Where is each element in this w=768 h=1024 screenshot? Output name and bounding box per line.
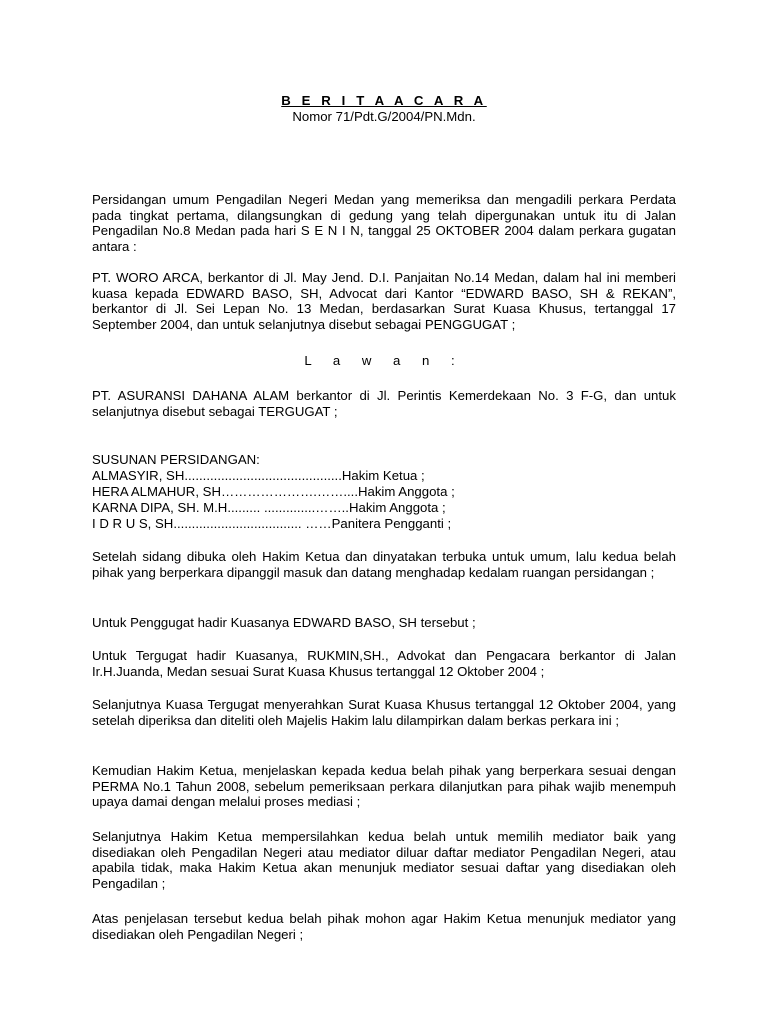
paragraph-opening: Persidangan umum Pengadilan Negeri Medan yang memeriksa dan mengadili perkara Perdata pada tingkat pertama, dilangsungkan di gedung yang telah dipergunakan untuk itu di Jalan Pengadilan No.8 Medan pada hari S E N I N, tanggal 25 OKTOBER 2004 dalam perkara gugatan antara : [92,192,676,255]
susunan-heading: SUSUNAN PERSIDANGAN: [92,452,260,467]
paragraph-sidang-dibuka: Setelah sidang dibuka oleh Hakim Ketua dan dinyatakan terbuka untuk umum, lalu kedua belah pihak yang berperkara dipanggil masuk dan datang menghadap kedalam ruangan persidangan ; [92,549,676,580]
susunan-line: HERA ALMAHUR, SH………………….……....Hakim Anggota ; [92,484,455,499]
paragraph-tergugat-hadir: Untuk Tergugat hadir Kuasanya, RUKMIN,SH., Advokat dan Pengacara berkantor di Jalan Ir.H.Juanda, Medan sesuai Surat Kuasa Khusus tertanggal 12 Oktober 2004 ; [92,648,676,679]
susunan-line: ALMASYIR, SH...........................................Hakim Ketua ; [92,468,425,483]
paragraph-penjelasan: Atas penjelasan tersebut kedua belah pihak mohon agar Hakim Ketua menunjuk mediator yang disediakan oleh Pengadilan Negeri ; [92,911,676,942]
paragraph-penggugat: PT. WORO ARCA, berkantor di Jl. May Jend. D.I. Panjaitan No.14 Medan, dalam hal ini memberi kuasa kepada EDWARD BASO, SH, Advocat dari Kantor “EDWARD BASO, SH & REKAN”, berkantor di Jl. Sei Lepan No. 13 Medan, berdasarkan Surat Kuasa Khusus, tertanggal 17 September 2004, dan untuk selanjutnya disebut sebagai PENGGUGAT ; [92,270,676,333]
paragraph-penggugat-hadir: Untuk Penggugat hadir Kuasanya EDWARD BASO, SH tersebut ; [92,615,476,630]
paragraph-tergugat: PT. ASURANSI DAHANA ALAM berkantor di Jl. Perintis Kemerdekaan No. 3 F-G, dan untuk selanjutnya disebut sebagai TERGUGAT ; [92,388,676,419]
susunan-persidangan [92,452,676,532]
susunan-line: KARNA DIPA, SH. M.H......... ..............……..Hakim Anggota ; [92,500,446,515]
lawan-heading: L a w a n : [304,353,464,368]
paragraph-mediator: Selanjutnya Hakim Ketua mempersilahkan kedua belah untuk memilih mediator baik yang disediakan oleh Pengadilan Negeri atau mediator diluar daftar mediator Pengadilan Negeri, atau apabila tidak, maka Hakim Ketua akan menunjuk mediator sesuai daftar yang disediakan oleh Pengadilan ; [92,829,676,892]
document-title: B E R I T A A C A R A [281,93,487,108]
susunan-line: I D R U S, SH................................... ……Panitera Pengganti ; [92,516,452,531]
paragraph-mediasi: Kemudian Hakim Ketua, menjelaskan kepada kedua belah pihak yang berperkara sesuai dengan PERMA No.1 Tahun 2008, sebelum pemeriksaan perkara dilanjutkan para pihak wajib menempuh upaya damai dengan melalui proses mediasi ; [92,763,676,810]
paragraph-surat-kuasa: Selanjutnya Kuasa Tergugat menyerahkan Surat Kuasa Khusus tertanggal 12 Oktober 2004, yang setelah diperiksa dan diteliti oleh Majelis Hakim lalu dilampirkan dalam berkas perkara ini ; [92,697,676,728]
case-number: Nomor 71/Pdt.G/2004/PN.Mdn. [292,109,476,124]
